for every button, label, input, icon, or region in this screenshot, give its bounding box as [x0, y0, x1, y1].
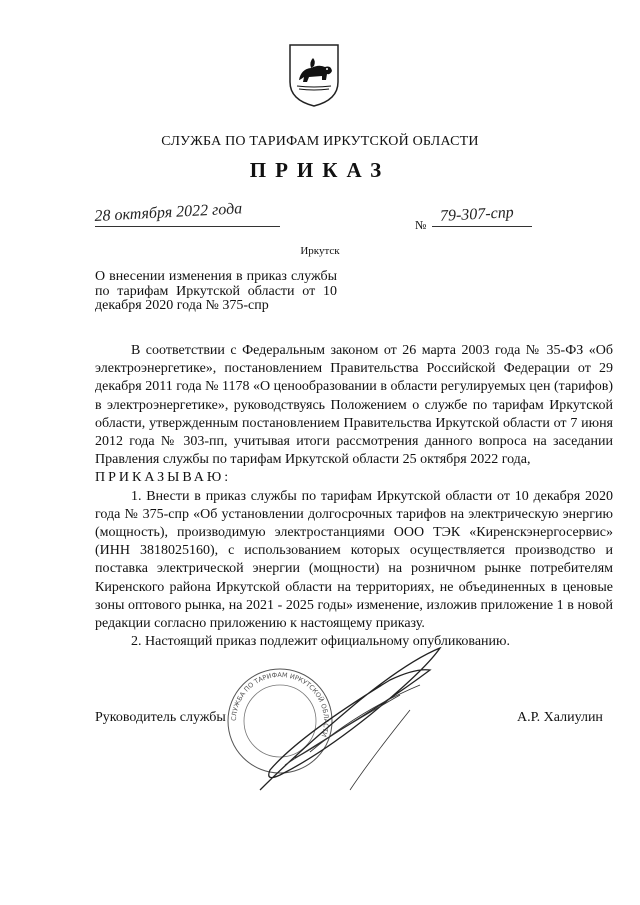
- handwritten-date: 28 октября 2022 года: [94, 200, 243, 226]
- document-type-heading: ПРИКАЗ: [249, 158, 391, 182]
- order-item-2: 2. Настоящий приказ подлежит официальному опубликованию.: [131, 634, 510, 650]
- date-underline: [95, 226, 280, 227]
- handwritten-signature-icon: [240, 640, 450, 800]
- document-body: [95, 342, 613, 651]
- order-item-1: 1. Внести в приказ службы по тарифам Иркутской области от 10 декабря 2020 года № 375-спр «Об установлении долгосрочных тарифов на электрическую энергию (мощность), производимую электростанциями ООО ТЭК «Киренскэнергосервис» (ИНН 3818025160), с использованием которых осуществляется производство и поставка электрической энергии (мощности) на розничном рынке потребителям Киренского района Иркутской области на территориях, не объединенных в ценовые зоны оптового рынка, на 2021 - 2025 годы» изменение, изложив приложение 1 в новой редакции согласно приложению к настоящему приказу.: [95, 488, 613, 632]
- stamp-text: СЛУЖБА ПО ТАРИФАМ ИРКУТСКОЙ ОБЛАСТИ: [229, 670, 331, 738]
- preamble-paragraph: В соответствии с Федеральным законом от 26 марта 2003 года № 35-ФЗ «Об электроэнергетике», постановлением Правительства Российской Федерации от 29 декабря 2011 года № 1178 «О ценообразовании в области регулируемых цен (тарифов) в электроэнергетике», руководствуясь Положением о службе по тарифам Иркутской области, утвержденным постановлением Правительства Иркутской области от 7 июня 2012 года № 303-пп, учитывая итоги рассмотрения данного вопроса на заседании Правления службы по тарифам Иркутской области 25 октября 2022 года,: [95, 343, 613, 468]
- number-underline: [432, 226, 532, 227]
- organization-name: СЛУЖБА ПО ТАРИФАМ ИРКУТСКОЙ ОБЛАСТИ: [161, 134, 479, 149]
- handwritten-number: 79-307-спр: [439, 204, 515, 225]
- signatory-name: А.Р. Халиулин: [517, 710, 603, 725]
- irkutsk-coat-of-arms-icon: [287, 42, 341, 108]
- document-subject: О внесении изменения в приказ службы по тарифам Иркутской области от 10 декабря 2020 года № 375-спр: [95, 269, 337, 313]
- city-name: Иркутск: [300, 245, 340, 257]
- order-word: ПРИКАЗЫВАЮ:: [95, 470, 232, 486]
- number-prefix: №: [415, 218, 427, 232]
- signatory-position: Руководитель службы: [95, 710, 226, 725]
